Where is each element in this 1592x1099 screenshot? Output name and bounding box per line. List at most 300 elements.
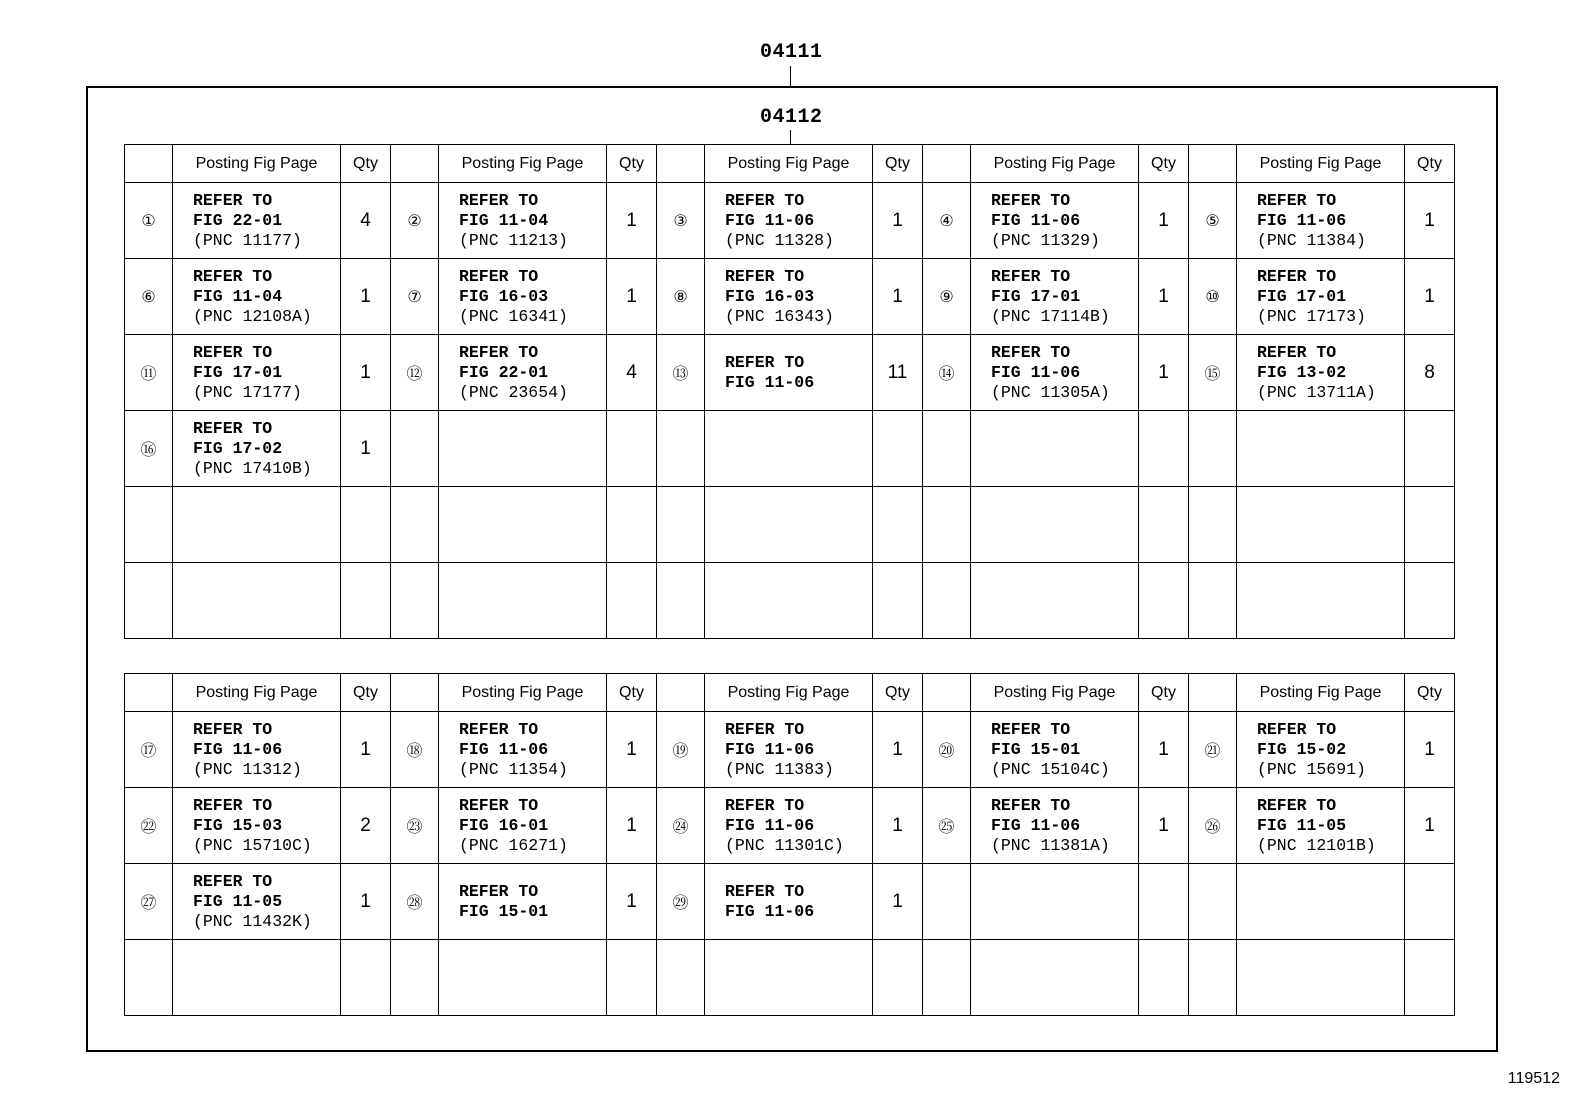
leader-line-04112 bbox=[790, 130, 791, 144]
fig-line: FIG 16-03 bbox=[459, 286, 549, 306]
posting-fig-page-cell bbox=[705, 335, 873, 411]
item-number-cell bbox=[125, 712, 173, 788]
item-number-cell bbox=[657, 712, 705, 788]
item-number-cell bbox=[1189, 183, 1237, 259]
reference-text bbox=[439, 720, 606, 780]
qty-cell bbox=[873, 487, 923, 563]
header-posting-fig-page: Posting Fig Page bbox=[705, 145, 873, 183]
callout-number: ② bbox=[407, 212, 422, 230]
header-number-cell bbox=[125, 145, 173, 183]
qty-cell bbox=[1139, 487, 1189, 563]
assembly-label-04112: 04112 bbox=[760, 106, 823, 129]
qty-cell bbox=[1139, 563, 1189, 639]
item-number-cell bbox=[125, 487, 173, 563]
item-number-cell bbox=[1189, 788, 1237, 864]
posting-fig-page-cell bbox=[439, 940, 607, 1016]
qty-cell: 1 bbox=[873, 712, 923, 788]
reference-text bbox=[705, 267, 872, 327]
table-row bbox=[125, 788, 1455, 864]
qty-cell: 1 bbox=[1139, 335, 1189, 411]
refer-to-line: REFER TO bbox=[991, 795, 1071, 815]
posting-fig-page-cell bbox=[173, 788, 341, 864]
reference-text bbox=[705, 720, 872, 780]
item-number-cell bbox=[923, 183, 971, 259]
qty-cell bbox=[1405, 411, 1455, 487]
posting-fig-page-cell bbox=[705, 563, 873, 639]
header-number-cell bbox=[657, 145, 705, 183]
item-number-cell bbox=[657, 259, 705, 335]
refer-to-line: REFER TO bbox=[1257, 342, 1337, 362]
posting-fig-page-cell bbox=[173, 712, 341, 788]
posting-fig-page-cell bbox=[971, 259, 1139, 335]
qty-cell: 8 bbox=[1405, 335, 1455, 411]
callout-number: ⑳ bbox=[938, 743, 955, 760]
posting-fig-page-cell bbox=[971, 411, 1139, 487]
table-row bbox=[125, 563, 1455, 639]
refer-to-line: REFER TO bbox=[991, 266, 1071, 286]
posting-fig-page-cell bbox=[705, 259, 873, 335]
callout-number: ⑫ bbox=[406, 366, 423, 383]
pnc-line: (PNC 11213) bbox=[459, 230, 568, 250]
fig-line: FIG 11-06 bbox=[725, 815, 815, 835]
refer-to-line: REFER TO bbox=[1257, 190, 1337, 210]
item-number-cell bbox=[391, 183, 439, 259]
assembly-label-04111: 04111 bbox=[760, 41, 823, 64]
table-row bbox=[125, 183, 1455, 259]
table-row bbox=[125, 712, 1455, 788]
header-qty: Qty bbox=[607, 145, 657, 183]
qty-cell: 1 bbox=[1139, 259, 1189, 335]
reference-text bbox=[1237, 720, 1404, 780]
reference-text bbox=[705, 191, 872, 251]
fig-line: FIG 17-01 bbox=[193, 362, 283, 382]
callout-number: ㉒ bbox=[140, 819, 157, 836]
qty-cell bbox=[873, 411, 923, 487]
qty-cell: 1 bbox=[873, 788, 923, 864]
fig-line: FIG 11-06 bbox=[459, 739, 549, 759]
refer-to-line: REFER TO bbox=[193, 190, 273, 210]
fig-line: FIG 16-01 bbox=[459, 815, 549, 835]
pnc-line: (PNC 16343) bbox=[725, 306, 834, 326]
item-number-cell bbox=[125, 259, 173, 335]
reference-text bbox=[173, 720, 340, 780]
fig-line: FIG 11-06 bbox=[725, 901, 815, 921]
fig-line: FIG 11-06 bbox=[725, 210, 815, 230]
posting-fig-page-cell bbox=[971, 864, 1139, 940]
header-posting-fig-page: Posting Fig Page bbox=[1237, 674, 1405, 712]
qty-cell: 1 bbox=[1139, 712, 1189, 788]
posting-fig-page-cell bbox=[705, 864, 873, 940]
refer-to-line: REFER TO bbox=[459, 881, 539, 901]
header-qty: Qty bbox=[607, 674, 657, 712]
refer-to-line: REFER TO bbox=[193, 266, 273, 286]
callout-number: ⑪ bbox=[140, 366, 157, 383]
qty-cell bbox=[607, 563, 657, 639]
fig-line: FIG 17-02 bbox=[193, 438, 283, 458]
item-number-cell bbox=[391, 259, 439, 335]
posting-fig-page-cell bbox=[173, 864, 341, 940]
qty-cell: 4 bbox=[341, 183, 391, 259]
posting-fig-page-cell bbox=[1237, 563, 1405, 639]
fig-line: FIG 17-01 bbox=[1257, 286, 1347, 306]
reference-text bbox=[173, 419, 340, 479]
pnc-line: (PNC 11328) bbox=[725, 230, 834, 250]
callout-number: ㉑ bbox=[1204, 743, 1221, 760]
item-number-cell bbox=[1189, 411, 1237, 487]
qty-cell: 1 bbox=[1405, 712, 1455, 788]
parts-table-bottom bbox=[124, 673, 1455, 1016]
item-number-cell bbox=[923, 259, 971, 335]
refer-to-line: REFER TO bbox=[991, 190, 1071, 210]
posting-fig-page-cell bbox=[439, 864, 607, 940]
callout-number: ㉘ bbox=[406, 895, 423, 912]
refer-to-line: REFER TO bbox=[725, 266, 805, 286]
refer-to-line: REFER TO bbox=[991, 342, 1071, 362]
fig-line: FIG 11-06 bbox=[991, 815, 1081, 835]
item-number-cell bbox=[657, 563, 705, 639]
header-qty: Qty bbox=[873, 674, 923, 712]
pnc-line: (PNC 15691) bbox=[1257, 759, 1366, 779]
qty-cell bbox=[341, 940, 391, 1016]
header-qty: Qty bbox=[1139, 145, 1189, 183]
item-number-cell bbox=[391, 563, 439, 639]
posting-fig-page-cell bbox=[971, 940, 1139, 1016]
qty-cell: 1 bbox=[607, 864, 657, 940]
qty-cell bbox=[1139, 940, 1189, 1016]
reference-text bbox=[971, 191, 1138, 251]
item-number-cell bbox=[391, 411, 439, 487]
item-number-cell bbox=[923, 864, 971, 940]
header-qty: Qty bbox=[341, 145, 391, 183]
header-posting-fig-page: Posting Fig Page bbox=[971, 145, 1139, 183]
pnc-line: (PNC 16271) bbox=[459, 835, 568, 855]
callout-number: ㉓ bbox=[406, 819, 423, 836]
table-row bbox=[125, 864, 1455, 940]
refer-to-line: REFER TO bbox=[459, 342, 539, 362]
item-number-cell bbox=[657, 487, 705, 563]
callout-number: ⑤ bbox=[1205, 212, 1220, 230]
callout-number: ㉗ bbox=[140, 895, 157, 912]
refer-to-line: REFER TO bbox=[193, 342, 273, 362]
item-number-cell bbox=[923, 563, 971, 639]
pnc-line: (PNC 13711A) bbox=[1257, 382, 1376, 402]
qty-cell: 1 bbox=[1139, 788, 1189, 864]
refer-to-line: REFER TO bbox=[193, 418, 273, 438]
item-number-cell bbox=[923, 411, 971, 487]
pnc-line: (PNC 12108A) bbox=[193, 306, 312, 326]
item-number-cell bbox=[391, 940, 439, 1016]
fig-line: FIG 11-06 bbox=[991, 210, 1081, 230]
pnc-line: (PNC 15104C) bbox=[991, 759, 1110, 779]
reference-text bbox=[971, 796, 1138, 856]
header-qty: Qty bbox=[873, 145, 923, 183]
refer-to-line: REFER TO bbox=[725, 795, 805, 815]
item-number-cell bbox=[125, 335, 173, 411]
qty-cell bbox=[1405, 864, 1455, 940]
fig-line: FIG 11-06 bbox=[725, 739, 815, 759]
reference-text bbox=[705, 882, 872, 922]
callout-number: ⑱ bbox=[406, 743, 423, 760]
callout-number: ⑲ bbox=[672, 743, 689, 760]
refer-to-line: REFER TO bbox=[193, 871, 273, 891]
item-number-cell bbox=[657, 940, 705, 1016]
table-row bbox=[125, 259, 1455, 335]
posting-fig-page-cell bbox=[1237, 335, 1405, 411]
qty-cell bbox=[341, 563, 391, 639]
posting-fig-page-cell bbox=[971, 335, 1139, 411]
reference-text bbox=[1237, 796, 1404, 856]
fig-line: FIG 11-06 bbox=[725, 372, 815, 392]
header-number-cell bbox=[391, 674, 439, 712]
table-row bbox=[125, 411, 1455, 487]
callout-number: ㉖ bbox=[1204, 819, 1221, 836]
reference-text bbox=[1237, 343, 1404, 403]
posting-fig-page-cell bbox=[173, 940, 341, 1016]
qty-cell bbox=[607, 487, 657, 563]
posting-fig-page-cell bbox=[971, 563, 1139, 639]
posting-fig-page-cell bbox=[439, 563, 607, 639]
pnc-line: (PNC 17177) bbox=[193, 382, 302, 402]
pnc-line: (PNC 16341) bbox=[459, 306, 568, 326]
refer-to-line: REFER TO bbox=[459, 719, 539, 739]
refer-to-line: REFER TO bbox=[725, 352, 805, 372]
reference-text bbox=[705, 353, 872, 393]
qty-cell: 1 bbox=[1405, 788, 1455, 864]
item-number-cell bbox=[125, 563, 173, 639]
reference-text bbox=[439, 267, 606, 327]
refer-to-line: REFER TO bbox=[193, 795, 273, 815]
posting-fig-page-cell bbox=[173, 563, 341, 639]
posting-fig-page-cell bbox=[439, 411, 607, 487]
posting-fig-page-cell bbox=[439, 788, 607, 864]
item-number-cell bbox=[657, 788, 705, 864]
pnc-line: (PNC 23654) bbox=[459, 382, 568, 402]
parts-table-top bbox=[124, 144, 1455, 639]
pnc-line: (PNC 15710C) bbox=[193, 835, 312, 855]
item-number-cell bbox=[125, 864, 173, 940]
item-number-cell bbox=[125, 788, 173, 864]
item-number-cell bbox=[657, 335, 705, 411]
item-number-cell bbox=[391, 864, 439, 940]
posting-fig-page-cell bbox=[1237, 259, 1405, 335]
table-row bbox=[125, 487, 1455, 563]
refer-to-line: REFER TO bbox=[725, 881, 805, 901]
fig-line: FIG 11-06 bbox=[1257, 210, 1347, 230]
posting-fig-page-cell bbox=[173, 183, 341, 259]
header-number-cell bbox=[1189, 145, 1237, 183]
posting-fig-page-cell bbox=[1237, 712, 1405, 788]
callout-number: ⑧ bbox=[673, 288, 688, 306]
reference-text bbox=[173, 267, 340, 327]
item-number-cell bbox=[1189, 563, 1237, 639]
pnc-line: (PNC 11301C) bbox=[725, 835, 844, 855]
table-row bbox=[125, 335, 1455, 411]
qty-cell: 4 bbox=[607, 335, 657, 411]
header-row bbox=[125, 145, 1455, 183]
refer-to-line: REFER TO bbox=[459, 190, 539, 210]
qty-cell: 1 bbox=[607, 788, 657, 864]
reference-text bbox=[173, 343, 340, 403]
header-posting-fig-page: Posting Fig Page bbox=[1237, 145, 1405, 183]
header-qty: Qty bbox=[1139, 674, 1189, 712]
item-number-cell bbox=[1189, 940, 1237, 1016]
callout-number: ① bbox=[141, 212, 156, 230]
qty-cell bbox=[1139, 411, 1189, 487]
header-qty: Qty bbox=[1405, 145, 1455, 183]
posting-fig-page-cell bbox=[439, 259, 607, 335]
leader-line-04111 bbox=[790, 66, 791, 86]
callout-number: ⑦ bbox=[407, 288, 422, 306]
posting-fig-page-cell bbox=[705, 411, 873, 487]
fig-line: FIG 15-01 bbox=[459, 901, 549, 921]
callout-number: ㉙ bbox=[672, 895, 689, 912]
header-posting-fig-page: Posting Fig Page bbox=[439, 145, 607, 183]
item-number-cell bbox=[923, 712, 971, 788]
qty-cell: 1 bbox=[1405, 259, 1455, 335]
posting-fig-page-cell bbox=[1237, 864, 1405, 940]
fig-line: FIG 15-01 bbox=[991, 739, 1081, 759]
qty-cell bbox=[1405, 940, 1455, 1016]
item-number-cell bbox=[1189, 487, 1237, 563]
item-number-cell bbox=[1189, 712, 1237, 788]
item-number-cell bbox=[1189, 864, 1237, 940]
fig-line: FIG 15-03 bbox=[193, 815, 283, 835]
refer-to-line: REFER TO bbox=[725, 719, 805, 739]
item-number-cell bbox=[657, 864, 705, 940]
reference-text bbox=[1237, 191, 1404, 251]
reference-text bbox=[173, 796, 340, 856]
posting-fig-page-cell bbox=[439, 183, 607, 259]
pnc-line: (PNC 11329) bbox=[991, 230, 1100, 250]
header-posting-fig-page: Posting Fig Page bbox=[173, 674, 341, 712]
refer-to-line: REFER TO bbox=[991, 719, 1071, 739]
posting-fig-page-cell bbox=[705, 487, 873, 563]
reference-text bbox=[971, 267, 1138, 327]
qty-cell: 1 bbox=[1139, 183, 1189, 259]
posting-fig-page-cell bbox=[1237, 183, 1405, 259]
item-number-cell bbox=[923, 335, 971, 411]
posting-fig-page-cell bbox=[439, 712, 607, 788]
posting-fig-page-cell bbox=[705, 183, 873, 259]
posting-fig-page-cell bbox=[173, 335, 341, 411]
callout-number: ⑩ bbox=[1205, 288, 1220, 306]
callout-number: ⑰ bbox=[140, 743, 157, 760]
posting-fig-page-cell bbox=[1237, 940, 1405, 1016]
header-qty: Qty bbox=[341, 674, 391, 712]
item-number-cell bbox=[923, 940, 971, 1016]
qty-cell: 1 bbox=[341, 411, 391, 487]
item-number-cell bbox=[391, 788, 439, 864]
posting-fig-page-cell bbox=[971, 487, 1139, 563]
posting-fig-page-cell bbox=[971, 183, 1139, 259]
fig-line: FIG 13-02 bbox=[1257, 362, 1347, 382]
header-number-cell bbox=[391, 145, 439, 183]
header-posting-fig-page: Posting Fig Page bbox=[705, 674, 873, 712]
reference-text bbox=[173, 191, 340, 251]
posting-fig-page-cell bbox=[439, 335, 607, 411]
reference-text bbox=[705, 796, 872, 856]
item-number-cell bbox=[125, 411, 173, 487]
callout-number: ⑯ bbox=[140, 442, 157, 459]
pnc-line: (PNC 17114B) bbox=[991, 306, 1110, 326]
qty-cell: 1 bbox=[341, 712, 391, 788]
qty-cell: 1 bbox=[341, 259, 391, 335]
fig-line: FIG 11-06 bbox=[991, 362, 1081, 382]
qty-cell: 1 bbox=[341, 864, 391, 940]
item-number-cell bbox=[657, 183, 705, 259]
qty-cell: 1 bbox=[873, 259, 923, 335]
qty-cell bbox=[873, 563, 923, 639]
posting-fig-page-cell bbox=[705, 940, 873, 1016]
fig-line: FIG 22-01 bbox=[193, 210, 283, 230]
reference-text bbox=[1237, 267, 1404, 327]
reference-text bbox=[173, 872, 340, 932]
refer-to-line: REFER TO bbox=[1257, 266, 1337, 286]
item-number-cell bbox=[1189, 335, 1237, 411]
refer-to-line: REFER TO bbox=[725, 190, 805, 210]
reference-text bbox=[439, 796, 606, 856]
callout-number: ③ bbox=[673, 212, 688, 230]
pnc-line: (PNC 11381A) bbox=[991, 835, 1110, 855]
posting-fig-page-cell bbox=[1237, 788, 1405, 864]
header-posting-fig-page: Posting Fig Page bbox=[971, 674, 1139, 712]
refer-to-line: REFER TO bbox=[193, 719, 273, 739]
header-posting-fig-page: Posting Fig Page bbox=[439, 674, 607, 712]
item-number-cell bbox=[923, 788, 971, 864]
posting-fig-page-cell bbox=[173, 411, 341, 487]
fig-line: FIG 11-06 bbox=[193, 739, 283, 759]
reference-text bbox=[439, 343, 606, 403]
pnc-line: (PNC 11354) bbox=[459, 759, 568, 779]
posting-fig-page-cell bbox=[1237, 487, 1405, 563]
pnc-line: (PNC 11305A) bbox=[991, 382, 1110, 402]
qty-cell: 1 bbox=[607, 712, 657, 788]
item-number-cell bbox=[125, 940, 173, 1016]
pnc-line: (PNC 11177) bbox=[193, 230, 302, 250]
qty-cell: 1 bbox=[873, 183, 923, 259]
qty-cell bbox=[607, 940, 657, 1016]
posting-fig-page-cell bbox=[705, 788, 873, 864]
table-row bbox=[125, 940, 1455, 1016]
fig-line: FIG 22-01 bbox=[459, 362, 549, 382]
reference-text bbox=[971, 343, 1138, 403]
posting-fig-page-cell bbox=[705, 712, 873, 788]
item-number-cell bbox=[1189, 259, 1237, 335]
posting-fig-page-cell bbox=[439, 487, 607, 563]
callout-number: ㉔ bbox=[672, 819, 689, 836]
qty-cell bbox=[1139, 864, 1189, 940]
qty-cell bbox=[607, 411, 657, 487]
item-number-cell bbox=[923, 487, 971, 563]
item-number-cell bbox=[391, 487, 439, 563]
fig-line: FIG 11-04 bbox=[459, 210, 549, 230]
header-number-cell bbox=[657, 674, 705, 712]
item-number-cell bbox=[391, 712, 439, 788]
callout-number: ⑥ bbox=[141, 288, 156, 306]
refer-to-line: REFER TO bbox=[1257, 795, 1337, 815]
qty-cell: 1 bbox=[607, 183, 657, 259]
header-row bbox=[125, 674, 1455, 712]
posting-fig-page-cell bbox=[173, 487, 341, 563]
pnc-line: (PNC 17410B) bbox=[193, 458, 312, 478]
header-qty: Qty bbox=[1405, 674, 1455, 712]
qty-cell: 1 bbox=[1405, 183, 1455, 259]
refer-to-line: REFER TO bbox=[459, 266, 539, 286]
qty-cell: 1 bbox=[607, 259, 657, 335]
posting-fig-page-cell bbox=[173, 259, 341, 335]
callout-number: ⑬ bbox=[672, 366, 689, 383]
pnc-line: (PNC 12101B) bbox=[1257, 835, 1376, 855]
